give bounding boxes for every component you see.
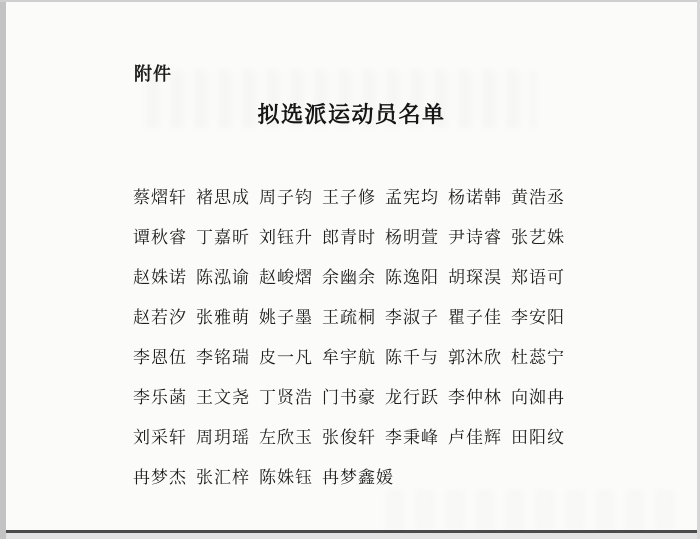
athlete-name: 王文尧 xyxy=(196,387,250,407)
athlete-name: 田阳纹 xyxy=(511,427,565,447)
athlete-name: 余幽余 xyxy=(322,267,376,287)
athlete-name: 李淑子 xyxy=(385,307,439,327)
athlete-name: 左欣玉 xyxy=(259,427,313,447)
athlete-name: 周玥瑶 xyxy=(196,427,250,447)
name-row xyxy=(133,415,593,455)
athlete-name: 丁嘉昕 xyxy=(196,227,250,247)
athlete-name: 李铭瑞 xyxy=(196,347,250,367)
scanned-document-page xyxy=(6,2,697,533)
athlete-name: 张雅萌 xyxy=(196,307,250,327)
name-row xyxy=(133,215,593,255)
athlete-name: 杜蕊宁 xyxy=(511,347,565,367)
athlete-name: 陈千与 xyxy=(385,347,439,367)
name-row xyxy=(133,335,593,375)
name-row xyxy=(133,375,593,415)
athlete-name: 张汇梓 xyxy=(196,467,250,487)
athlete-name: 郎青时 xyxy=(322,227,376,247)
athlete-name: 陈泓谕 xyxy=(196,267,250,287)
athlete-name: 卢佳辉 xyxy=(448,427,502,447)
names-list xyxy=(133,175,593,495)
name-row xyxy=(133,255,593,295)
athlete-name: 杨明萱 xyxy=(385,227,439,247)
athlete-name: 赵峻熠 xyxy=(259,267,313,287)
athlete-name: 刘采轩 xyxy=(133,427,187,447)
athlete-name: 王疏桐 xyxy=(322,307,376,327)
athlete-name: 李仲林 xyxy=(448,387,502,407)
athlete-name: 丁贤浩 xyxy=(259,387,313,407)
athlete-name: 陈姝钰 xyxy=(259,467,313,487)
athlete-name: 郑语可 xyxy=(511,267,565,287)
athlete-name: 皮一凡 xyxy=(259,347,313,367)
athlete-name: 陈逸阳 xyxy=(385,267,439,287)
athlete-name: 李恩伍 xyxy=(133,347,187,367)
athlete-name: 蔡熠轩 xyxy=(133,187,187,207)
athlete-name: 杨诺韩 xyxy=(448,187,502,207)
athlete-name: 张艺姝 xyxy=(511,227,565,247)
athlete-name: 牟宇航 xyxy=(322,347,376,367)
ink-bleed-through-artifact-bottom xyxy=(386,490,676,530)
athlete-name: 王子修 xyxy=(322,187,376,207)
attachment-label: 附件 xyxy=(134,64,172,84)
athlete-name: 李乐菡 xyxy=(133,387,187,407)
athlete-name: 刘钰升 xyxy=(259,227,313,247)
athlete-name: 褚思成 xyxy=(196,187,250,207)
athlete-name: 李安阳 xyxy=(511,307,565,327)
name-row xyxy=(133,455,593,495)
athlete-name: 龙行跃 xyxy=(385,387,439,407)
athlete-name: 冉梦鑫媛 xyxy=(322,467,394,487)
athlete-name: 冉梦杰 xyxy=(133,467,187,487)
athlete-name: 瞿子佳 xyxy=(448,307,502,327)
document-title: 拟选派运动员名单 xyxy=(257,102,446,127)
athlete-name: 向洳冉 xyxy=(511,387,565,407)
athlete-name: 赵若汐 xyxy=(133,307,187,327)
athlete-name: 胡琛淏 xyxy=(448,267,502,287)
athlete-name: 谭秋睿 xyxy=(133,227,187,247)
athlete-name: 李秉峰 xyxy=(385,427,439,447)
athlete-name: 孟宪均 xyxy=(385,187,439,207)
name-row xyxy=(133,295,593,335)
athlete-name: 张俊轩 xyxy=(322,427,376,447)
athlete-name: 尹诗睿 xyxy=(448,227,502,247)
athlete-name: 赵姝诺 xyxy=(133,267,187,287)
athlete-name: 门书豪 xyxy=(322,387,376,407)
athlete-name: 黄浩丞 xyxy=(511,187,565,207)
name-row xyxy=(133,175,593,215)
athlete-name: 姚子墨 xyxy=(259,307,313,327)
athlete-name: 郭沐欣 xyxy=(448,347,502,367)
athlete-name: 周子钧 xyxy=(259,187,313,207)
